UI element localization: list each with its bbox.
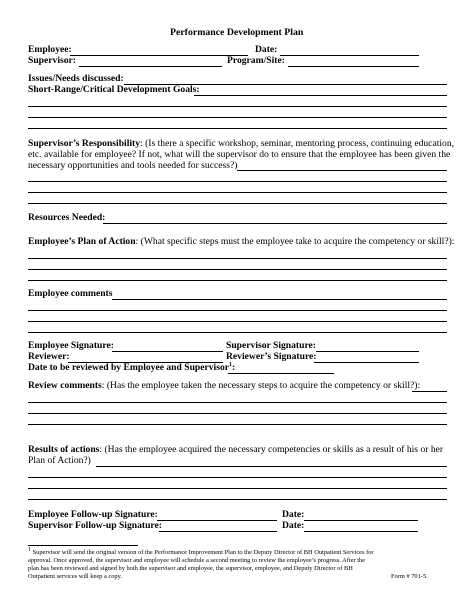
sup-resp-line-2[interactable] [28, 181, 447, 182]
plan-line-3[interactable] [28, 280, 447, 281]
review-line-3[interactable] [28, 413, 447, 414]
form-number: Form # 701-5. [391, 573, 428, 580]
supervisor-line[interactable] [79, 66, 222, 67]
review-line[interactable] [412, 391, 447, 392]
review-question: Review comments: (Has the employee taken the necessary steps to acquire the competency or skill?): [28, 380, 421, 391]
reviewer-sig-label: Reviewer’s Signature: [226, 351, 317, 362]
date3-line[interactable] [304, 531, 418, 532]
sup-sig-label: Supervisor Signature: [226, 340, 316, 351]
plan-line-1[interactable] [28, 258, 447, 259]
resources-line[interactable] [103, 223, 447, 224]
emp-comments-line-3[interactable] [28, 321, 447, 322]
sup-resp-question-1: Supervisor’s Responsibility: (Is there a specific workshop, seminar, mentoring process, continuing education, [28, 138, 455, 149]
emp-comments-line-4[interactable] [28, 332, 447, 333]
emp-comments-line-2[interactable] [28, 310, 447, 311]
sup-resp-question-2: etc. available for employee? If not, what will the supervisor do to ensure that the employee has been given the [28, 149, 451, 160]
emp-sig-label: Employee Signature: [28, 340, 114, 351]
goals-label: Short-Range/Critical Development Goals: [28, 84, 200, 95]
review-label: Review comments [28, 380, 102, 391]
plan-label: Employee’s Plan of Action [28, 236, 136, 247]
results-line-3[interactable] [28, 488, 447, 489]
plan-line-2[interactable] [28, 269, 447, 270]
results-line-4[interactable] [28, 499, 447, 500]
date2-line[interactable] [304, 520, 418, 521]
emp-sig-line[interactable] [112, 351, 223, 352]
sup-resp-label: Supervisor’s Responsibility [28, 138, 141, 149]
program-site-label: Program/Site: [227, 55, 285, 66]
date2-label: Date: [282, 509, 305, 520]
results-question-1: Results of actions: (Has the employee acquired the necessary competencies or skills as a result of his or her [28, 444, 444, 455]
footnote-line-2: approval. Once approved, the supervisor and employee will schedule a second meeting to review the employee’s progress. After the [28, 557, 365, 564]
footnote-rule [28, 545, 138, 546]
sup-followup-label: Supervisor Follow-up Signature: [28, 520, 162, 531]
page-title: Performance Development Plan [170, 27, 304, 38]
date-line[interactable] [280, 55, 419, 56]
supervisor-label: Supervisor: [28, 55, 76, 66]
goals-line-3[interactable] [28, 117, 447, 118]
results-label: Results of actions [28, 444, 100, 455]
reviewer-label: Reviewer: [28, 351, 70, 362]
sup-sig-line[interactable] [316, 351, 419, 352]
emp-comments-label: Employee comments [28, 288, 113, 299]
goals-line[interactable] [194, 95, 447, 96]
results-question-2: Plan of Action?) [28, 455, 91, 466]
results-line-2[interactable] [28, 477, 447, 478]
date-review-line[interactable] [228, 373, 334, 374]
sup-resp-line-3[interactable] [28, 192, 447, 193]
date-label: Date: [255, 44, 278, 55]
footnote-line-3: plan has been reviewed and signed by both the supervisor and employee, the supervisor, employee, and Deputy Director of BH [28, 565, 353, 572]
footnote-line-1: $^1$ Supervisor will send the original version of the Performance Improvement Plan to the Deputy Director of BH Outpatient Services for [28, 546, 374, 556]
results-line[interactable] [96, 466, 447, 467]
reviewer-sig-line[interactable] [314, 362, 419, 363]
resources-label: Resources Needed: [28, 212, 106, 223]
goals-line-2[interactable] [28, 106, 447, 107]
sup-resp-question-3: necessary opportunities and tools needed for success?) [28, 160, 238, 171]
goals-line-4[interactable] [28, 128, 447, 129]
emp-comments-line[interactable] [112, 299, 447, 300]
sup-resp-line-4[interactable] [28, 203, 447, 204]
plan-question: Employee’s Plan of Action: (What specific steps must the employee take to acquire the competency or skill?): [28, 236, 455, 247]
footnote-mark: 1 [28, 546, 31, 553]
emp-followup-label: Employee Follow-up Signature: [28, 509, 158, 520]
footnote-line-4: Outpatient services will keep a copy. [28, 573, 122, 580]
emp-followup-line[interactable] [157, 520, 277, 521]
employee-label: Employee: [28, 44, 72, 55]
date-review-label: Date to be reviewed by Employee and Supervisor$^1$: [28, 361, 236, 373]
review-line-4[interactable] [28, 424, 447, 425]
date3-label: Date: [282, 520, 305, 531]
issues-label: Issues/Needs discussed: [28, 73, 124, 84]
review-line-2[interactable] [28, 402, 447, 403]
sup-followup-line[interactable] [159, 531, 277, 532]
program-site-line[interactable] [288, 66, 419, 67]
employee-line[interactable] [70, 55, 248, 56]
sup-resp-line[interactable] [237, 170, 447, 171]
footnote-ref: 1 [229, 361, 233, 368]
